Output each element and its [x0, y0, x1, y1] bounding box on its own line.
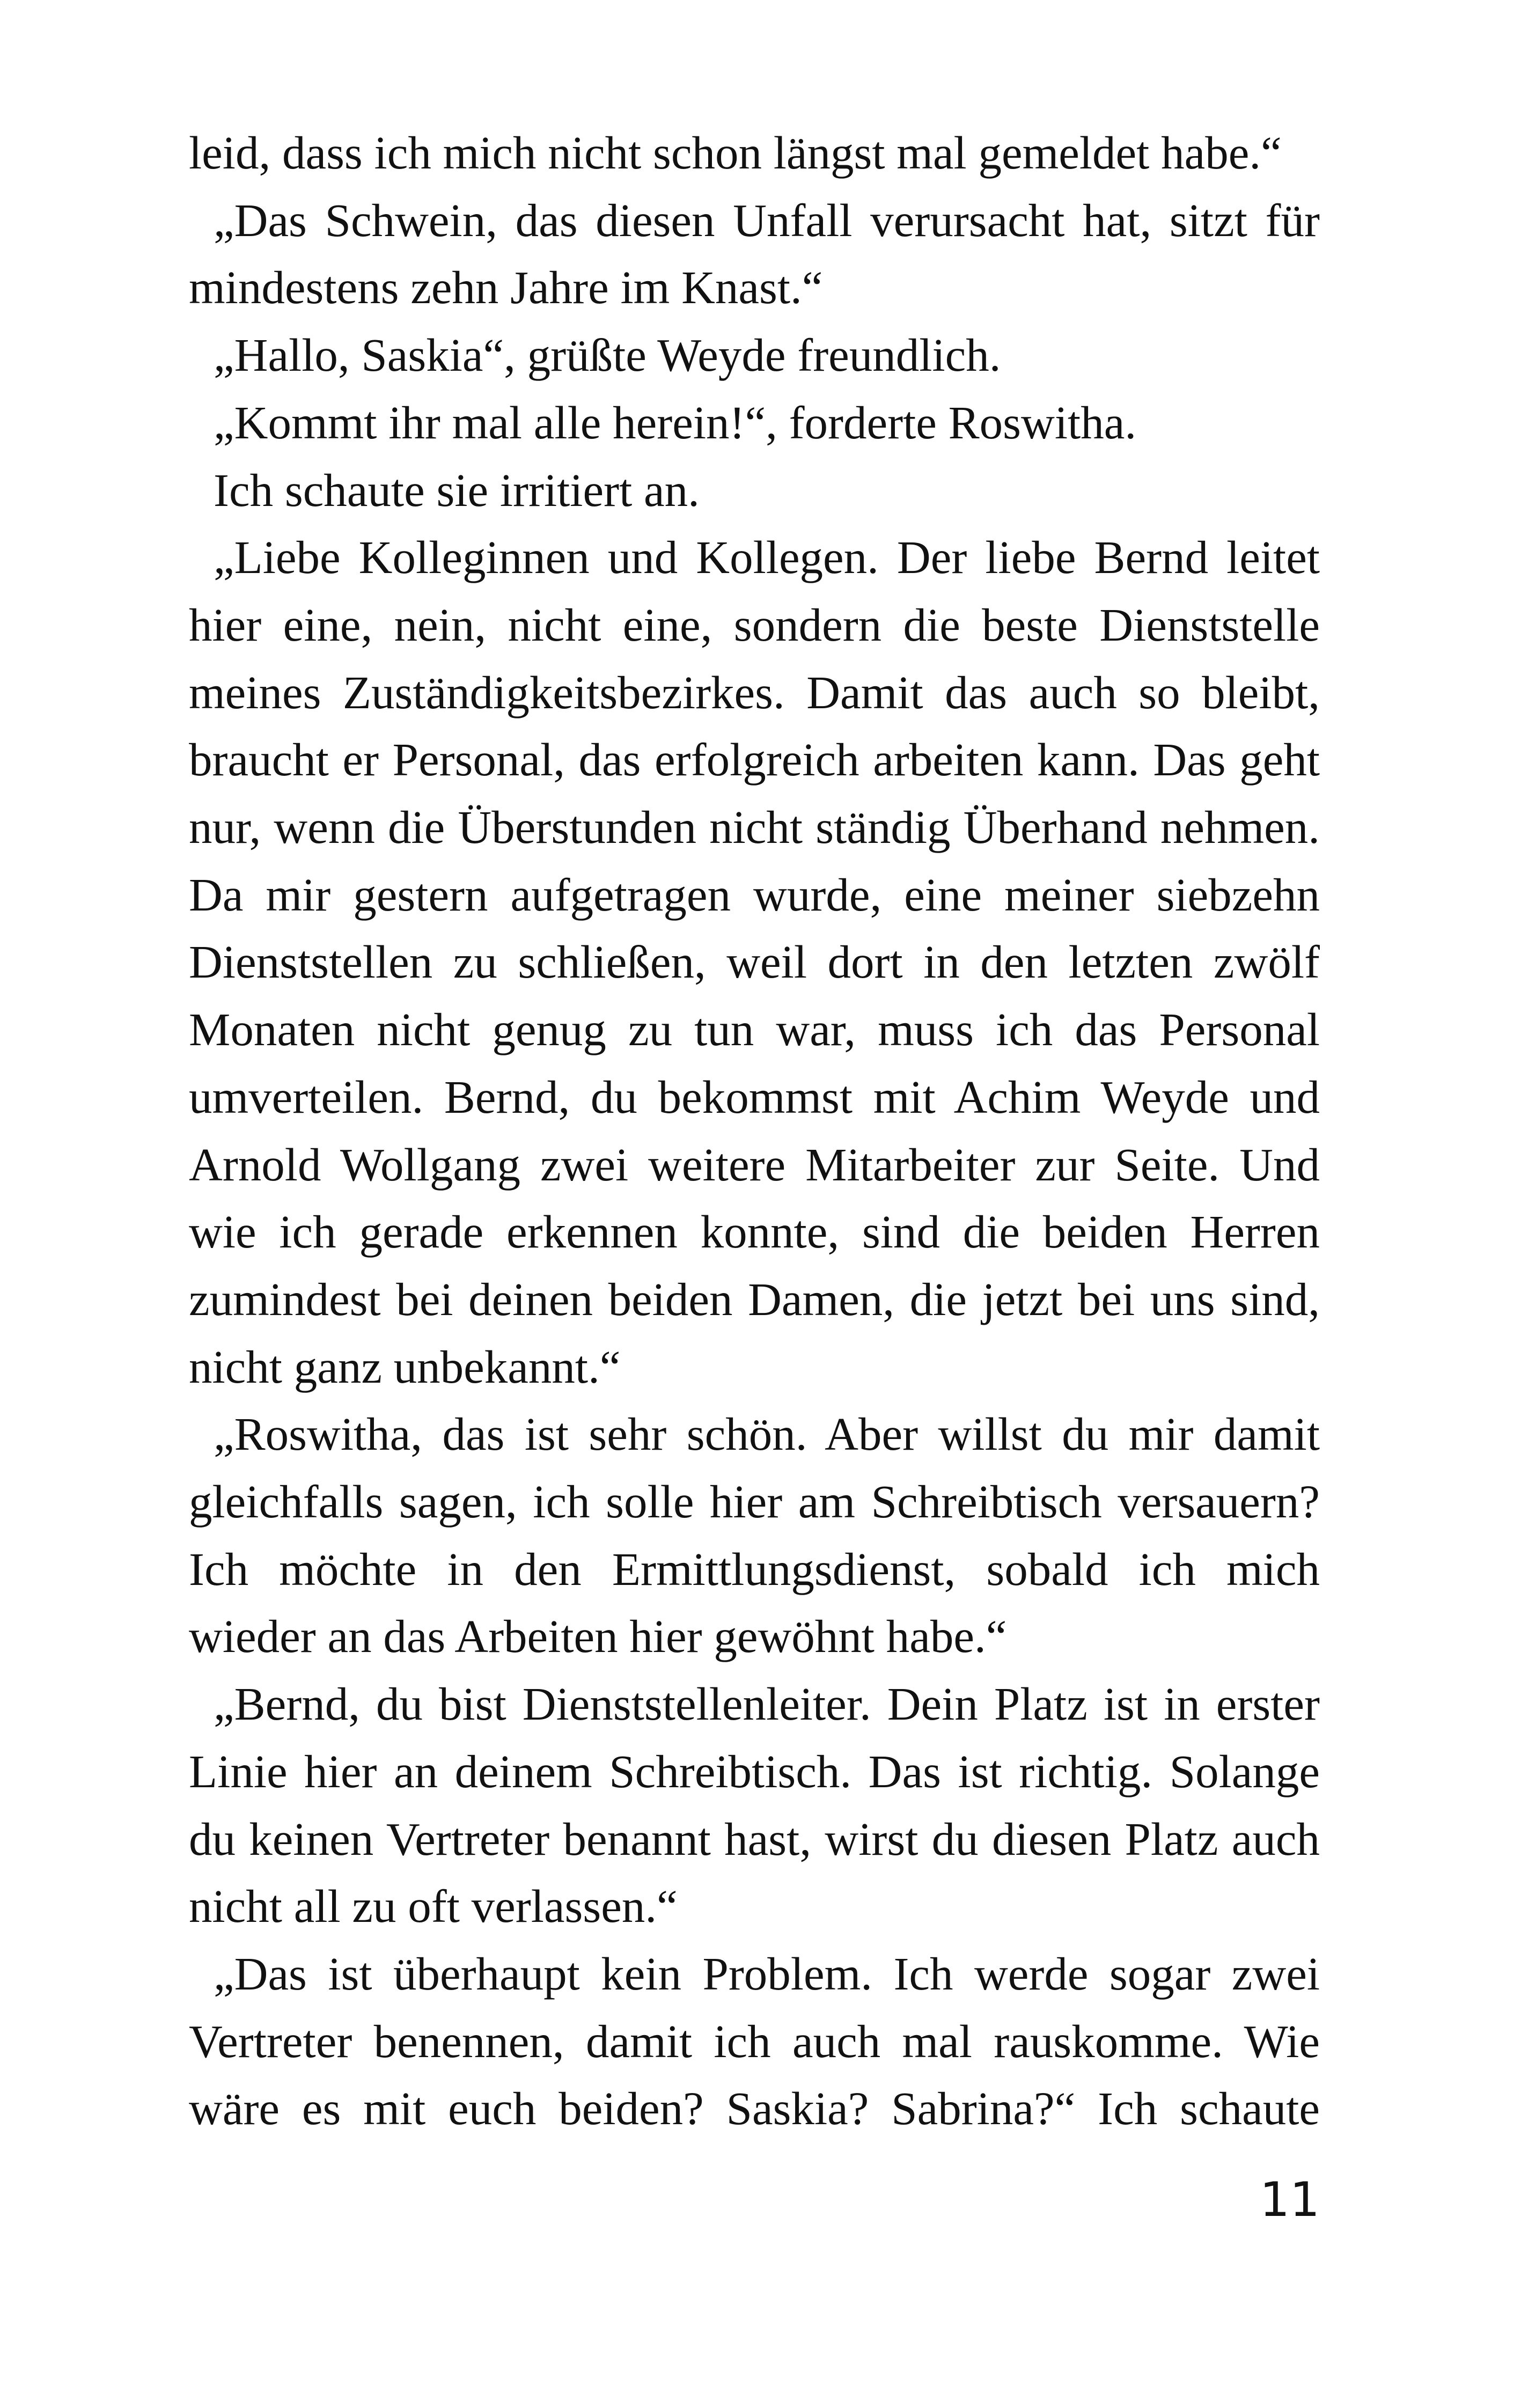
paragraph-8: „Bernd, du bist Dienststellenleiter. Dein Platz ist in erster Linie hier an deinem Schreibtisch. Das ist richtig. Solange du keinen Vertreter benannt hast, wirst du diesen Platz auch nicht all zu oft verlassen.“ [189, 1678, 1320, 1933]
page-number: 11 [1260, 2172, 1320, 2227]
paragraph-6: „Liebe Kolleginnen und Kollegen. Der liebe Bernd leitet hier eine, nein, nicht eine, sondern die beste Dienststelle meines Zuständigkeitsbezirkes. Damit das auch so bleibt, braucht er Personal, das erfolgreich arbeiten kann. Das geht nur, wenn die Überstunden nicht ständig Überhand nehmen. Da mir gestern aufgetragen wurde, eine meiner siebzehn Dienststellen zu schließen, weil dort in den letzten zwölf Monaten nicht genug zu tun war, muss ich das Personal umverteilen. Bernd, du bekommst mit Achim Weyde und Arnold Wollgang zwei weitere Mitarbeiter zur Seite. Und wie ich gerade erkennen konnte, sind die beiden Herren zumindest bei deinen beiden Damen, die jetzt bei uns sind, nicht ganz unbekannt.“ [189, 531, 1320, 1393]
paragraph-1: leid, dass ich mich nicht schon längst mal gemeldet habe.“ [189, 127, 1282, 179]
body-text [189, 119, 1320, 2142]
paragraph-4: „Kommt ihr mal alle herein!“, forderte Roswitha. [214, 396, 1137, 449]
paragraph-5: Ich schaute sie irritiert an. [214, 464, 700, 516]
paragraph-9: „Das ist überhaupt kein Problem. Ich werde sogar zwei Vertreter benennen, damit ich auch mal rauskomme. Wie wäre es mit euch beiden? Saskia? Sabrina?“ Ich schaute [189, 1947, 1320, 2135]
paragraph-2: „Das Schwein, das diesen Unfall verursacht hat, sitzt für mindestens zehn Jahre im Knast.“ [189, 194, 1320, 314]
paragraph-3: „Hallo, Saskia“, grüßte Weyde freundlich. [214, 329, 1001, 381]
paragraph-7: „Roswitha, das ist sehr schön. Aber willst du mir damit gleichfalls sagen, ich solle hier am Schreibtisch versauern? Ich möchte in den Ermittlungsdienst, sobald ich mich wieder an das Arbeiten hier gewöhnt habe.“ [189, 1408, 1320, 1663]
